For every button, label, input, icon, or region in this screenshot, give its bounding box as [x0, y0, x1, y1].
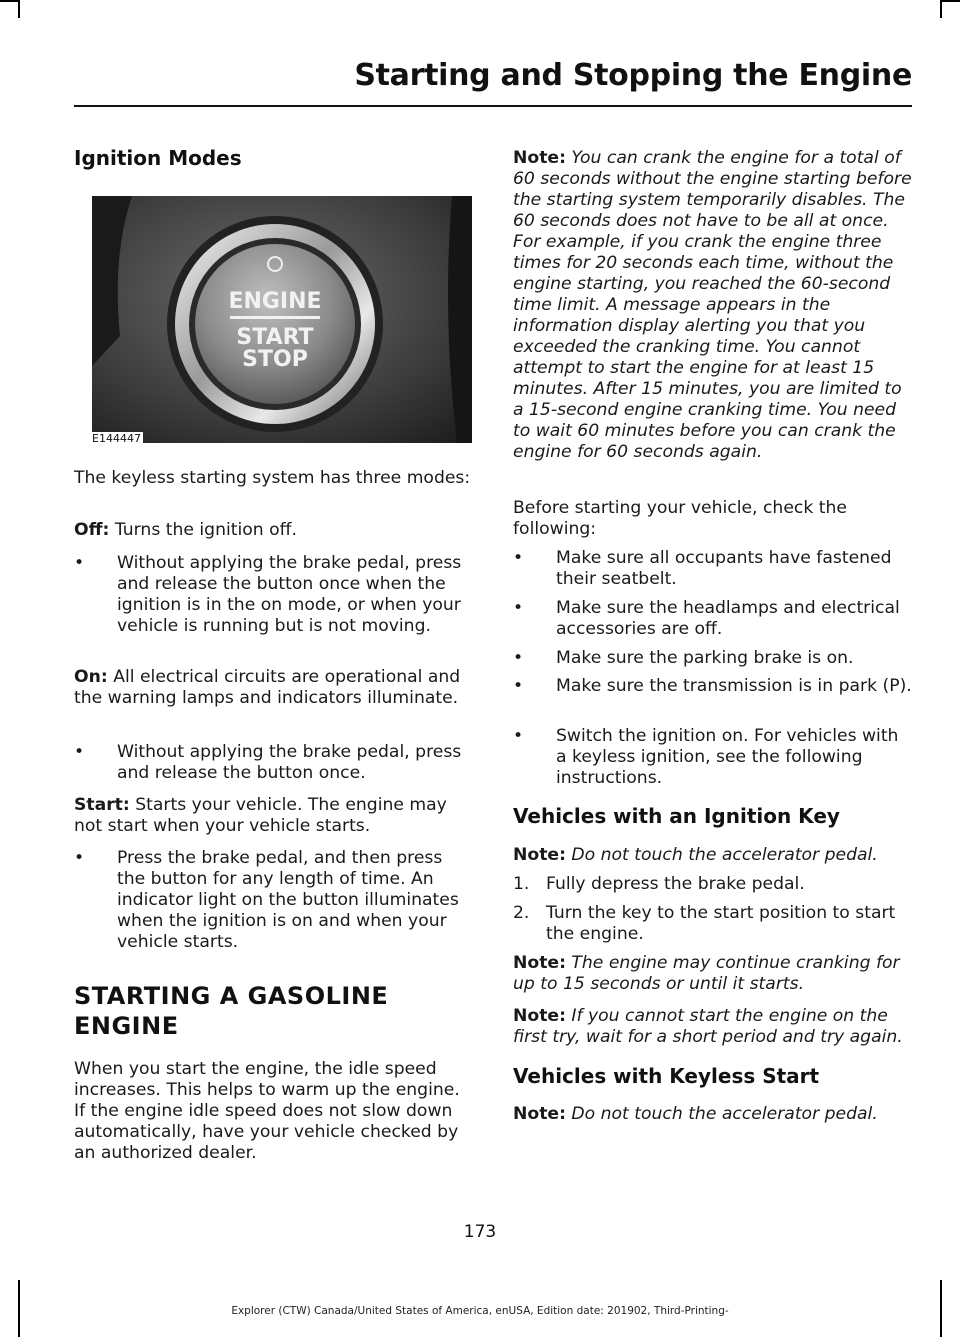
off-label: Off: — [74, 520, 110, 540]
bullet-mark: • — [513, 676, 524, 696]
bullet-mark: • — [74, 742, 85, 762]
checklist-item-text: Make sure the parking brake is on. — [556, 648, 854, 668]
engine-start-button-illustration — [92, 196, 472, 443]
page-number: 173 — [463, 1222, 497, 1242]
note-label: Note: — [513, 953, 566, 973]
note-label: Note: — [513, 1006, 566, 1026]
note-label: Note: — [513, 845, 566, 865]
start-paragraph — [74, 795, 474, 837]
figure-caption: E144447 — [92, 432, 141, 445]
ignition-key-heading: Vehicles with an Ignition Key — [513, 804, 840, 828]
bullet-mark: • — [74, 553, 85, 573]
crop-mark — [0, 0, 18, 2]
cranking-note — [513, 148, 913, 463]
checklist-item-text: Make sure all occupants have fastened their seatbelt. — [556, 548, 892, 589]
gasoline-heading-line2: ENGINE — [74, 1012, 179, 1040]
keyless-start-heading: Vehicles with Keyless Start — [513, 1064, 820, 1088]
button-label-engine: ENGINE — [228, 289, 322, 314]
header-rule — [74, 105, 912, 107]
button-label-start: START — [236, 325, 314, 350]
checklist-item-text: Make sure the headlamps and electrical accessories are off. — [556, 598, 900, 639]
crop-mark — [942, 0, 960, 2]
off-text: Turns the ignition off. — [109, 520, 297, 540]
cranking-continue-note — [513, 953, 913, 995]
retry-note-text: If you cannot start the engine on the first try, wait for a short period and try again. — [513, 1006, 903, 1047]
on-paragraph — [74, 667, 474, 709]
step-number: 1. — [513, 874, 530, 894]
cranking-continue-note-text: The engine may continue cranking for up to 15 seconds or until it starts. — [513, 953, 900, 994]
crop-mark — [18, 0, 20, 18]
accelerator-note-1 — [513, 845, 913, 866]
off-bullet-text: Without applying the brake pedal, press and release the button once when the ignition is in the on mode, or when your vehicle is running but is not moving. — [117, 553, 462, 636]
bullet-mark: • — [513, 598, 524, 618]
accelerator-note-text: Do not touch the accelerator pedal. — [565, 1104, 878, 1124]
note-label: Note: — [513, 148, 566, 168]
footer-edition-text: Explorer (CTW) Canada/United States of America, enUSA, Edition date: 201902, Third-Printing- — [231, 1305, 729, 1317]
bullet-mark: • — [74, 848, 85, 868]
cranking-note-text: You can crank the engine for a total of 60 seconds without the engine starting before the starting system temporarily disables. The 60 seconds does not have to be all at once. For example, if you crank the engine three times for 20 seconds each time, without the engine starting, you reached the 60-second time limit. A message appears in the information display alerting you that you exceeded the cranking time. You cannot attempt to start the engine for at least 15 minutes. After 15 minutes, you are limited to a 15-second engine cranking time. You need to wait 60 minutes before you can crank the engine for 60 seconds again. — [513, 148, 912, 462]
page-header-title: Starting and Stopping the Engine — [354, 58, 912, 93]
note-label: Note: — [513, 1104, 566, 1124]
ignition-modes-heading: Ignition Modes — [74, 146, 242, 170]
accelerator-note-text: Do not touch the accelerator pedal. — [565, 845, 878, 865]
gasoline-heading-line1: STARTING A GASOLINE — [74, 982, 389, 1010]
on-bullet-text: Without applying the brake pedal, press and release the button once. — [117, 742, 462, 783]
intro-paragraph: The keyless starting system has three modes: — [74, 468, 471, 488]
off-paragraph — [74, 520, 474, 541]
checklist-item-text: Make sure the transmission is in park (P). — [556, 676, 912, 696]
engine-start-button-figure — [92, 196, 472, 443]
bullet-mark: • — [513, 548, 524, 568]
start-text: Starts your vehicle. The engine may not start when your vehicle starts. — [74, 795, 447, 836]
step-text: Turn the key to the start position to start the engine. — [546, 903, 896, 944]
step-number: 2. — [513, 903, 530, 923]
checklist-item-text: Switch the ignition on. For vehicles with a keyless ignition, see the following instructions. — [556, 726, 899, 788]
button-label-stop: STOP — [242, 347, 308, 372]
crop-mark — [940, 0, 942, 18]
gasoline-paragraph: When you start the engine, the idle speed increases. This helps to warm up the engine. If the engine idle speed does not slow down automatically, have your vehicle checked by an authorized dealer. — [74, 1059, 460, 1163]
accelerator-note-2 — [513, 1104, 913, 1125]
start-label: Start: — [74, 795, 130, 815]
retry-note — [513, 1006, 913, 1048]
start-bullet-text: Press the brake pedal, and then press the button for any length of time. An indicator light on the button illuminates when the ignition is on and when your vehicle starts. — [117, 848, 459, 952]
before-starting-paragraph: Before starting your vehicle, check the following: — [513, 498, 847, 539]
on-label: On: — [74, 667, 108, 687]
on-text: All electrical circuits are operational and the warning lamps and indicators illuminate. — [74, 667, 461, 708]
bullet-mark: • — [513, 648, 524, 668]
bullet-mark: • — [513, 726, 524, 746]
step-text: Fully depress the brake pedal. — [546, 874, 805, 894]
